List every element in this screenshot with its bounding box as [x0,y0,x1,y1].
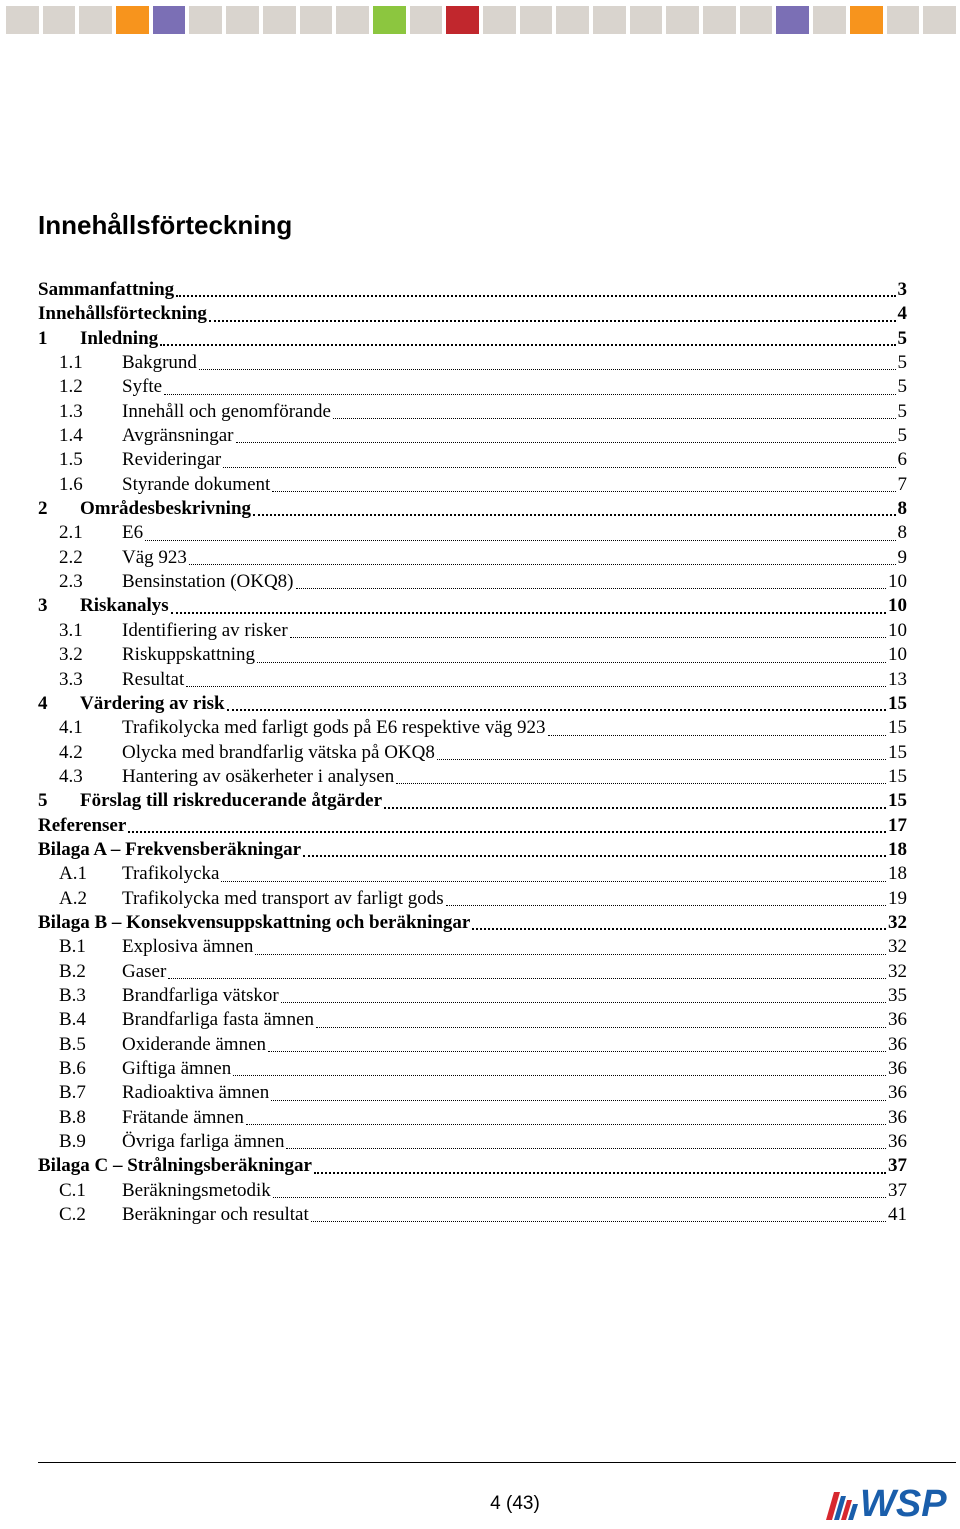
toc-entry-page: 32 [888,911,907,933]
toc-dot-leader [272,472,895,492]
toc-entry-page: 36 [888,1106,907,1128]
toc-dot-leader [271,1081,886,1101]
toc-entry-page: 15 [888,790,907,812]
toc-entry-number: 2.1 [59,522,83,544]
toc-entry-page: 8 [897,498,907,520]
toc-entry[interactable] [38,424,907,448]
toc-dot-leader [273,1178,886,1198]
toc-dot-leader [145,521,895,541]
toc-entry[interactable] [38,1081,907,1105]
toc-entry[interactable] [38,302,907,326]
header-color-square [850,6,883,34]
toc-entry-page: 7 [897,473,907,495]
toc-entry-page: 5 [897,400,907,422]
toc-entry-label: Sammanfattning [38,279,175,300]
toc-dot-leader [396,764,886,784]
header-color-square [887,6,920,34]
toc-entry-label: Bensinstation (OKQ8) [122,571,294,593]
toc-entry-page: 17 [888,814,907,836]
toc-entry-number: 4 [38,692,48,714]
header-color-square [116,6,149,34]
header-color-square [43,6,76,34]
toc-entry-page: 15 [888,765,907,787]
toc-entry-number: B.6 [59,1058,86,1079]
toc-entry-page: 8 [897,522,907,544]
header-color-square [776,6,809,34]
toc-entry-label: Trafikolycka med farligt gods på E6 respektive väg 923 [122,717,546,739]
toc-entry-number: B.1 [59,936,86,958]
toc-entry[interactable] [38,692,907,716]
header-color-square [483,6,516,34]
toc-entry-label: Riskuppskattning [122,644,256,666]
table-of-contents [38,278,907,1227]
toc-entry-label: Bakgrund [122,352,197,374]
toc-entry[interactable] [38,1130,907,1154]
toc-entry-label: Gaser [122,960,167,982]
toc-entry-page: 13 [888,668,907,690]
header-color-square [410,6,443,34]
toc-entry-number: 4.2 [59,741,83,763]
toc-dot-leader [209,301,896,322]
toc-entry-number: 1.3 [59,400,83,422]
toc-entry[interactable] [38,911,907,935]
toc-entry-number: 3 [38,595,48,617]
toc-entry-page: 5 [897,425,907,447]
toc-entry-label: Väg 923 [122,546,187,568]
header-color-square [263,6,296,34]
toc-entry[interactable] [38,1008,907,1032]
toc-entry[interactable] [38,887,907,911]
toc-entry-number: 2.3 [59,571,83,593]
toc-dot-leader [548,716,886,736]
logo-stripes-icon [826,1492,858,1520]
toc-entry-number: 5 [38,790,48,812]
page-number: 4 (43) [490,1493,540,1514]
toc-entry-page: 6 [897,449,907,471]
toc-entry-page: 5 [897,327,907,349]
toc-entry-page: 3 [897,279,907,300]
toc-dot-leader [223,448,895,468]
toc-entry-label: Beräkningar och resultat [122,1204,309,1226]
toc-entry[interactable] [38,741,907,765]
toc-entry-number: B.5 [59,1033,86,1055]
toc-entry-label: Innehållsförteckning [38,303,207,325]
toc-dot-leader [303,836,886,857]
toc-entry[interactable] [38,327,907,351]
toc-dot-leader [233,1056,886,1076]
toc-entry-label: Innehåll och genomförande [122,400,331,422]
toc-dot-leader [446,886,886,906]
toc-dot-leader [227,690,886,711]
header-color-square [813,6,846,34]
toc-entry-label: Förslag till riskreducerande åtgärder [80,790,383,812]
toc-entry-page: 36 [888,1082,907,1104]
toc-entry[interactable] [38,1033,907,1057]
toc-dot-leader [472,909,886,930]
toc-entry-label: Beräkningsmetodik [122,1179,271,1201]
toc-entry[interactable] [38,570,907,594]
toc-entry-number: 1.1 [59,352,83,374]
toc-dot-leader [255,935,886,955]
toc-entry[interactable] [38,935,907,959]
toc-dot-leader [316,1008,886,1028]
toc-dot-leader [246,1105,886,1125]
toc-dot-leader [128,812,886,833]
toc-entry[interactable] [38,1057,907,1081]
header-color-square [703,6,736,34]
toc-entry-label: Avgränsningar [122,425,234,447]
toc-entry[interactable] [38,984,907,1008]
page-title: Innehållsförteckning [38,210,293,240]
header-color-square [336,6,369,34]
toc-entry-label: Övriga farliga ämnen [122,1131,285,1153]
header-color-square [6,6,39,34]
toc-entry[interactable] [38,375,907,399]
toc-entry-page: 15 [888,741,907,763]
header-color-square [300,6,333,34]
toc-entry-label: Explosiva ämnen [122,936,254,958]
toc-entry-label: Giftiga ämnen [122,1058,232,1079]
toc-entry-number: C.1 [59,1179,86,1201]
header-color-square [189,6,222,34]
toc-entry-page: 36 [888,1131,907,1153]
toc-entry-label: Referenser [38,814,127,836]
toc-entry[interactable] [38,448,907,472]
toc-entry[interactable] [38,1179,907,1203]
toc-dot-leader [176,276,895,297]
toc-dot-leader [314,1153,886,1174]
toc-entry[interactable] [38,1154,907,1178]
header-color-square [666,6,699,34]
toc-entry[interactable] [38,351,907,375]
toc-entry-label: Värdering av risk [80,692,225,714]
header-color-square [630,6,663,34]
toc-entry-label: Bilaga A – Frekvensberäkningar [38,838,302,860]
header-color-square [153,6,186,34]
toc-dot-leader [221,862,886,882]
toc-dot-leader [186,667,886,687]
header-color-square [226,6,259,34]
toc-entry-page: 15 [888,692,907,714]
toc-entry-label: Frätande ämnen [122,1106,244,1128]
toc-entry-label: Olycka med brandfarlig vätska på OKQ8 [122,741,435,763]
toc-entry[interactable] [38,716,907,740]
toc-entry[interactable] [38,473,907,497]
toc-entry-number: B.4 [59,1009,86,1031]
toc-entry-page: 37 [888,1179,907,1201]
toc-entry[interactable] [38,1203,907,1227]
toc-entry-page: 5 [897,352,907,374]
toc-dot-leader [199,350,896,370]
toc-dot-leader [236,423,896,443]
toc-entry-page: 41 [888,1204,907,1226]
toc-entry[interactable] [38,960,907,984]
toc-dot-leader [164,375,895,395]
toc-dot-leader [171,593,886,614]
toc-entry-page: 19 [888,887,907,909]
toc-entry-number: 3.3 [59,668,83,690]
toc-entry-number: B.8 [59,1106,86,1128]
toc-entry[interactable] [38,619,907,643]
toc-dot-leader [296,569,886,589]
toc-entry-number: 2 [38,498,48,520]
toc-entry[interactable] [38,838,907,862]
toc-entry-page: 5 [897,376,907,398]
toc-entry-number: 1.5 [59,449,83,471]
toc-dot-leader [257,643,886,663]
header-color-square [593,6,626,34]
footer-divider [38,1462,956,1463]
toc-entry-number: 1 [38,327,48,349]
toc-entry-label: Identifiering av risker [122,619,288,641]
toc-entry-number: 1.2 [59,376,83,398]
toc-entry-number: 1.4 [59,425,83,447]
toc-entry-number: 1.6 [59,473,83,495]
toc-entry-label: Riskanalys [80,595,169,617]
toc-entry[interactable] [38,862,907,886]
toc-entry[interactable] [38,497,907,521]
toc-dot-leader [168,959,886,979]
header-color-square [520,6,553,34]
toc-entry-label: Trafikolycka med transport av farligt gods [122,887,444,909]
toc-dot-leader [333,399,896,419]
toc-entry-label: Revideringar [122,449,222,471]
toc-dot-leader [437,740,886,760]
toc-dot-leader [286,1129,886,1149]
toc-entry[interactable] [38,789,907,813]
toc-entry-label: Inledning [80,327,159,349]
toc-entry-page: 18 [888,863,907,885]
toc-entry-page: 35 [888,984,907,1006]
toc-entry-page: 36 [888,1058,907,1079]
toc-dot-leader [281,983,886,1003]
wsp-logo [822,1474,958,1524]
toc-dot-leader [160,325,895,346]
toc-dot-leader [253,495,895,516]
toc-dot-leader [384,788,886,809]
header-color-bar [6,6,956,34]
toc-entry-page: 36 [888,1033,907,1055]
header-color-square [373,6,406,34]
toc-entry-page: 10 [888,619,907,641]
header-color-square [446,6,479,34]
toc-dot-leader [311,1202,886,1222]
toc-entry-label: Syfte [122,376,163,398]
toc-entry-number: B.9 [59,1131,86,1153]
toc-entry-number: B.3 [59,984,86,1006]
toc-entry-page: 9 [897,546,907,568]
toc-entry-page: 32 [888,960,907,982]
toc-entry[interactable] [38,546,907,570]
toc-entry[interactable] [38,814,907,838]
toc-dot-leader [189,545,896,565]
toc-entry-label: E6 [122,522,144,544]
toc-entry-label: Bilaga C – Strålningsberäkningar [38,1155,312,1177]
header-color-square [923,6,956,34]
toc-entry-label: Radioaktiva ämnen [122,1082,270,1104]
toc-entry-page: 32 [888,936,907,958]
toc-entry-label: Brandfarliga fasta ämnen [122,1009,315,1031]
toc-entry[interactable] [38,643,907,667]
toc-entry-page: 18 [888,838,907,860]
toc-entry-page: 10 [888,595,907,617]
toc-entry[interactable] [38,1106,907,1130]
toc-entry[interactable] [38,594,907,618]
header-color-square [740,6,773,34]
toc-entry-page: 4 [897,303,907,325]
toc-entry-label: Hantering av osäkerheter i analysen [122,765,395,787]
svg-text:WSP: WSP [860,1483,947,1524]
toc-entry-page: 37 [888,1155,907,1177]
toc-entry-page: 15 [888,717,907,739]
toc-entry-page: 36 [888,1009,907,1031]
toc-entry-number: 2.2 [59,546,83,568]
toc-entry-number: C.2 [59,1204,86,1226]
toc-entry-label: Bilaga B – Konsekvensuppskattning och beräkningar [38,911,471,933]
toc-entry-page: 10 [888,571,907,593]
toc-dot-leader [290,618,886,638]
toc-entry-label: Brandfarliga vätskor [122,984,279,1006]
toc-entry-number: B.2 [59,960,86,982]
toc-entry[interactable] [38,400,907,424]
toc-entry-label: Resultat [122,668,185,690]
toc-dot-leader [268,1032,886,1052]
toc-entry-number: 3.1 [59,619,83,641]
header-color-square [556,6,589,34]
toc-entry-number: A.1 [59,863,87,885]
toc-entry[interactable] [38,521,907,545]
toc-entry-number: 4.3 [59,765,83,787]
toc-entry-page: 10 [888,644,907,666]
toc-entry[interactable] [38,278,907,302]
header-color-square [79,6,112,34]
toc-entry-number: 4.1 [59,717,83,739]
toc-entry-number: A.2 [59,887,87,909]
toc-entry-number: B.7 [59,1082,86,1104]
toc-entry[interactable] [38,765,907,789]
toc-entry-label: Områdesbeskrivning [80,498,252,520]
toc-entry-label: Styrande dokument [122,473,271,495]
toc-entry-label: Trafikolycka [122,863,220,885]
toc-entry[interactable] [38,668,907,692]
toc-entry-label: Oxiderande ämnen [122,1033,267,1055]
toc-entry-number: 3.2 [59,644,83,666]
